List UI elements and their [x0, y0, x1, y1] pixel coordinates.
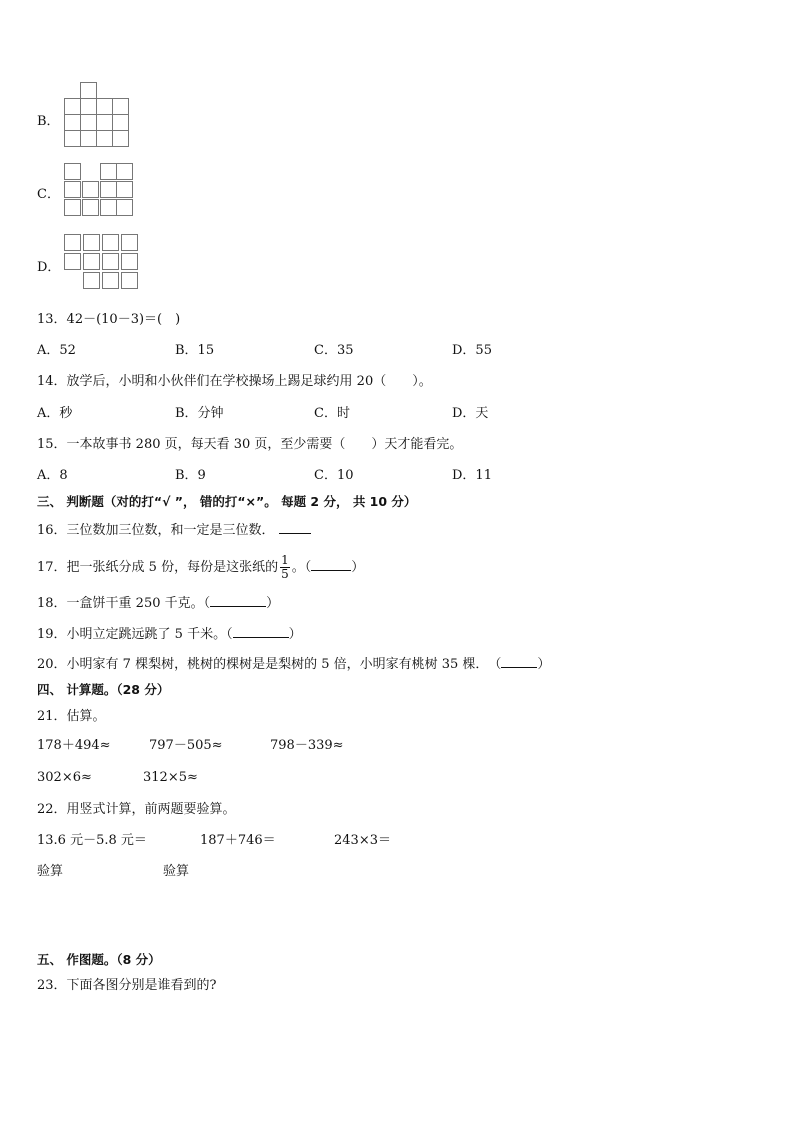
q19: [37, 625, 302, 643]
q17-fraction-numerator: 1: [281, 553, 289, 567]
q17-paren-open: 。（: [291, 560, 312, 575]
q17-paren-close: ）: [351, 560, 365, 575]
option-c-figure: [64, 163, 138, 219]
q18-text: 18．一盒饼干重 250 千克。（: [37, 596, 211, 611]
q19-answer-blank[interactable]: [233, 625, 289, 638]
q14-option-b[interactable]: B．分钟: [175, 406, 224, 421]
q22-expr-3: 243×3＝: [334, 833, 391, 848]
q20-answer-blank[interactable]: [501, 655, 537, 668]
q18-answer-blank[interactable]: [210, 594, 266, 607]
section-4-title: 四、 计算题。（28 分）: [37, 682, 170, 697]
q17-answer-blank[interactable]: [311, 558, 351, 571]
q22-check-2: 验算: [163, 864, 190, 879]
q16-answer-blank[interactable]: [279, 521, 311, 534]
q21-expr-5: 312×5≈: [143, 770, 198, 785]
q15-option-b[interactable]: B．9: [175, 468, 206, 483]
q14-option-d[interactable]: D．天: [452, 406, 489, 421]
q21-expr-3: 798－339≈: [270, 738, 344, 753]
option-d-figure: [64, 234, 142, 292]
q15-stem: 15．一本故事书 280 页，每天看 30 页，至少需要（ ）天才能看完。: [37, 437, 463, 452]
q17-fraction: [280, 554, 290, 581]
section-5-title: 五、 作图题。（8 分）: [37, 952, 161, 967]
q13-option-d[interactable]: D．55: [452, 343, 492, 358]
q14-option-c[interactable]: C．时: [314, 406, 350, 421]
q21-expr-4: 302×6≈: [37, 770, 92, 785]
q14-stem: 14．放学后，小明和小伙伴们在学校操场上踢足球约用 20（ ）。: [37, 374, 432, 389]
q22-stem: 22．用竖式计算，前两题要验算。: [37, 802, 236, 817]
q15-option-c[interactable]: C．10: [314, 468, 354, 483]
q21-expr-1: 178＋494≈: [37, 738, 111, 753]
q18: [37, 594, 279, 612]
q15-option-a[interactable]: A．8: [37, 468, 68, 483]
option-d-label: D．: [37, 260, 61, 275]
q17-text: 17．把一张纸分成 5 份，每份是这张纸的: [37, 560, 279, 575]
q22-expr-1: 13.6 元－5.8 元＝: [37, 833, 147, 848]
q19-paren-close: ）: [288, 627, 302, 642]
q15-option-d[interactable]: D．11: [452, 468, 492, 483]
option-b-figure: [64, 82, 132, 150]
q19-text: 19．小明立定跳远跳了 5 千米。（: [37, 627, 233, 642]
q23-stem: 23．下面各图分别是谁看到的?: [37, 978, 217, 993]
option-b-label: B．: [37, 114, 60, 129]
q13-stem: 13．42－(10－3)＝( ): [37, 312, 181, 327]
q20: [37, 655, 550, 673]
q14-option-a[interactable]: A．秒: [37, 406, 73, 421]
section-3-title: 三、 判断题（对的打“√ ”， 错的打“×”。 每题 2 分， 共 10 分）: [37, 494, 417, 509]
q16-text: 16．三位数加三位数，和一定是三位数．: [37, 523, 275, 538]
q22-expr-2: 187＋746＝: [200, 833, 276, 848]
q17-fraction-denominator: 5: [281, 567, 289, 581]
q13-option-b[interactable]: B．15: [175, 343, 215, 358]
q21-expr-2: 797－505≈: [149, 738, 223, 753]
q13-option-a[interactable]: A．52: [37, 343, 76, 358]
option-c-label: C．: [37, 187, 60, 202]
q20-paren-close: ）: [537, 657, 551, 672]
q13-option-c[interactable]: C．35: [314, 343, 354, 358]
q18-paren-close: ）: [266, 596, 280, 611]
q21-stem: 21．估算。: [37, 709, 106, 724]
q17: [37, 554, 364, 581]
q16: [37, 521, 311, 539]
q22-check-1: 验算: [37, 864, 64, 879]
q20-text: 20．小明家有 7 棵梨树，桃树的棵树是是梨树的 5 倍，小明家有桃树 35 棵． （: [37, 657, 502, 672]
